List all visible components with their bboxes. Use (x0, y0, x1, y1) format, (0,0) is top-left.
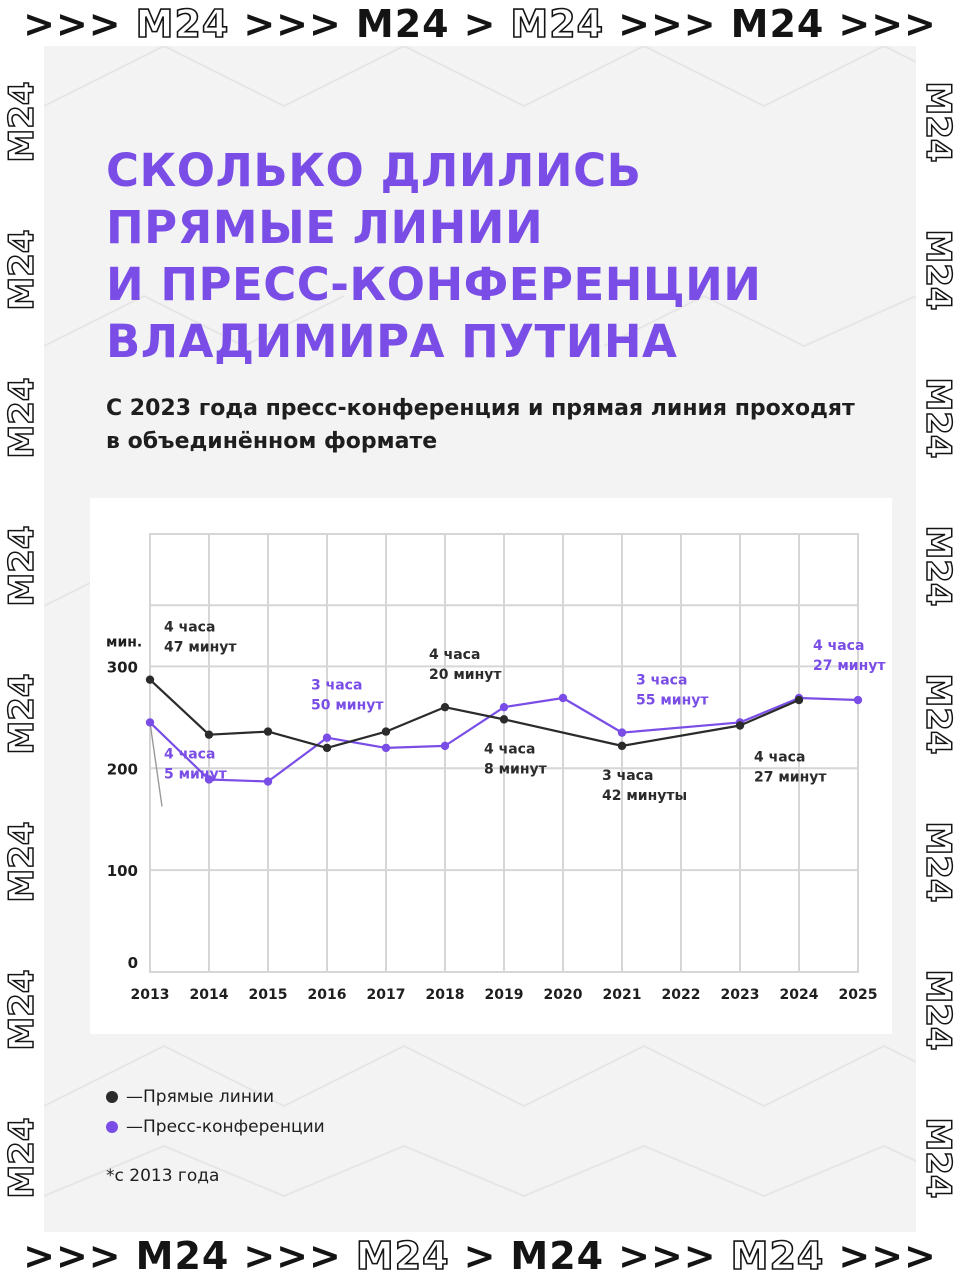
top-brand-strip (0, 0, 960, 48)
m24-logo-outline: M24 (918, 673, 958, 755)
arrows-mark: >>> (838, 1234, 937, 1278)
m24-logo-outline: M24 (510, 2, 605, 46)
data-point-live-lines (441, 703, 449, 711)
m24-logo-outline: M24 (355, 1234, 450, 1278)
x-tick-label: 2025 (838, 987, 878, 1003)
m24-logo: M24 (355, 2, 450, 46)
y-tick-label: 0 (127, 954, 138, 972)
legend-dot-dark (106, 1091, 118, 1103)
title-line: И ПРЕСС-КОНФЕРЕНЦИИ (106, 258, 762, 311)
data-point-press-conferences (146, 718, 154, 726)
m24-logo-outline: M24 (135, 2, 230, 46)
data-label: 55 минут (636, 692, 709, 709)
arrows-mark: >>> (618, 1234, 717, 1278)
chart-panel (90, 498, 892, 1034)
infographic-card (44, 46, 916, 1232)
data-point-live-lines (382, 727, 390, 735)
arrows-mark: > (463, 2, 497, 46)
legend-label: Прямые линии (143, 1087, 275, 1107)
page-title (106, 142, 896, 370)
m24-logo-outline: M24 (918, 229, 958, 311)
m24-logo-outline: M24 (918, 81, 958, 163)
footnote: *с 2013 года (106, 1166, 220, 1186)
data-label: 8 минут (484, 761, 547, 778)
x-tick-label: 2018 (425, 987, 465, 1003)
m24-logo-outline: M24 (2, 673, 42, 755)
left-brand-strip (0, 48, 44, 1232)
legend-dash: — (126, 1087, 143, 1107)
x-tick-label: 2016 (307, 987, 347, 1003)
data-label: 27 минут (813, 657, 886, 674)
m24-logo-outline: M24 (2, 81, 42, 163)
data-point-press-conferences (382, 744, 390, 752)
m24-logo-outline: M24 (918, 377, 958, 459)
data-point-press-conferences (441, 742, 449, 750)
data-label: 47 минут (164, 639, 237, 656)
m24-logo-outline: M24 (918, 821, 958, 903)
data-point-live-lines (264, 727, 272, 735)
data-label: 3 часа (311, 677, 363, 694)
legend-dot-accent (106, 1121, 118, 1133)
m24-logo: M24 (730, 2, 825, 46)
arrows-mark: >>> (23, 2, 122, 46)
data-point-live-lines (323, 744, 331, 752)
data-point-live-lines (795, 696, 803, 704)
x-tick-label: 2023 (720, 987, 760, 1003)
x-tick-label: 2017 (366, 987, 406, 1003)
data-point-live-lines (736, 721, 744, 729)
arrows-mark: >>> (23, 1234, 122, 1278)
y-axis-label: мин. (106, 634, 143, 651)
arrows-mark: >>> (243, 1234, 342, 1278)
data-label: 3 часа (602, 767, 654, 784)
data-point-press-conferences (854, 696, 862, 704)
title-line: ВЛАДИМИРА ПУТИНА (106, 315, 678, 368)
right-brand-strip (916, 48, 960, 1232)
legend (106, 1082, 325, 1142)
data-label: 5 минут (164, 766, 227, 783)
arrows-mark: > (463, 1234, 497, 1278)
legend-dash: — (126, 1117, 143, 1137)
data-point-press-conferences (618, 728, 626, 736)
x-tick-label: 2020 (543, 987, 583, 1003)
m24-logo-outline: M24 (2, 821, 42, 903)
m24-logo-outline: M24 (918, 969, 958, 1051)
x-tick-label: 2015 (248, 987, 288, 1003)
arrows-mark: >>> (243, 2, 342, 46)
data-label: 42 минуты (602, 787, 688, 804)
subtitle: С 2023 года пресс-конференция и прямая линия проходят в объединённом формате (106, 396, 855, 454)
data-label: 3 часа (636, 672, 688, 689)
m24-logo-outline: M24 (2, 229, 42, 311)
arrows-mark: >>> (618, 2, 717, 46)
legend-item-live-lines (106, 1082, 325, 1112)
annotation-connector (150, 722, 162, 806)
x-tick-label: 2024 (779, 987, 819, 1003)
data-point-press-conferences (559, 694, 567, 702)
legend-item-press-conferences (106, 1112, 325, 1142)
bottom-brand-strip (0, 1232, 960, 1280)
line-chart (90, 498, 892, 1034)
data-point-live-lines (205, 730, 213, 738)
m24-logo-outline: M24 (2, 525, 42, 607)
data-label: 4 часа (164, 746, 216, 763)
m24-logo: M24 (510, 1234, 605, 1278)
data-label: 4 часа (813, 637, 865, 654)
x-tick-label: 2019 (484, 987, 524, 1003)
data-label: 50 минут (311, 697, 384, 714)
data-label: 4 часа (164, 619, 216, 636)
x-tick-label: 2013 (130, 987, 170, 1003)
y-tick-label: 200 (106, 760, 138, 779)
data-label: 27 минут (754, 769, 827, 786)
m24-logo-outline: M24 (730, 1234, 825, 1278)
arrows-mark: >>> (838, 2, 937, 46)
series-line-live-lines (150, 677, 799, 748)
x-tick-label: 2014 (189, 987, 229, 1003)
m24-logo-outline: M24 (2, 377, 42, 459)
title-line: СКОЛЬКО ДЛИЛИСЬ (106, 144, 642, 197)
m24-logo-outline: M24 (918, 1117, 958, 1199)
title-line: ПРЯМЫЕ ЛИНИИ (106, 201, 544, 254)
m24-logo-outline: M24 (918, 525, 958, 607)
m24-logo: M24 (135, 1234, 230, 1278)
x-tick-label: 2022 (661, 987, 701, 1003)
data-label: 4 часа (429, 647, 481, 664)
data-point-press-conferences (500, 703, 508, 711)
data-point-press-conferences (264, 777, 272, 785)
data-point-live-lines (500, 715, 508, 723)
data-label: 4 часа (754, 749, 806, 766)
m24-logo-outline: M24 (2, 969, 42, 1051)
data-point-live-lines (146, 675, 154, 683)
data-label: 20 минут (429, 667, 502, 684)
y-tick-label: 100 (106, 862, 138, 881)
m24-logo-outline: M24 (2, 1117, 42, 1199)
legend-label: Пресс-конференции (143, 1117, 325, 1137)
data-point-live-lines (618, 742, 626, 750)
data-point-press-conferences (323, 734, 331, 742)
x-tick-label: 2021 (602, 987, 642, 1003)
data-label: 4 часа (484, 741, 536, 758)
y-tick-label: 300 (106, 658, 138, 677)
